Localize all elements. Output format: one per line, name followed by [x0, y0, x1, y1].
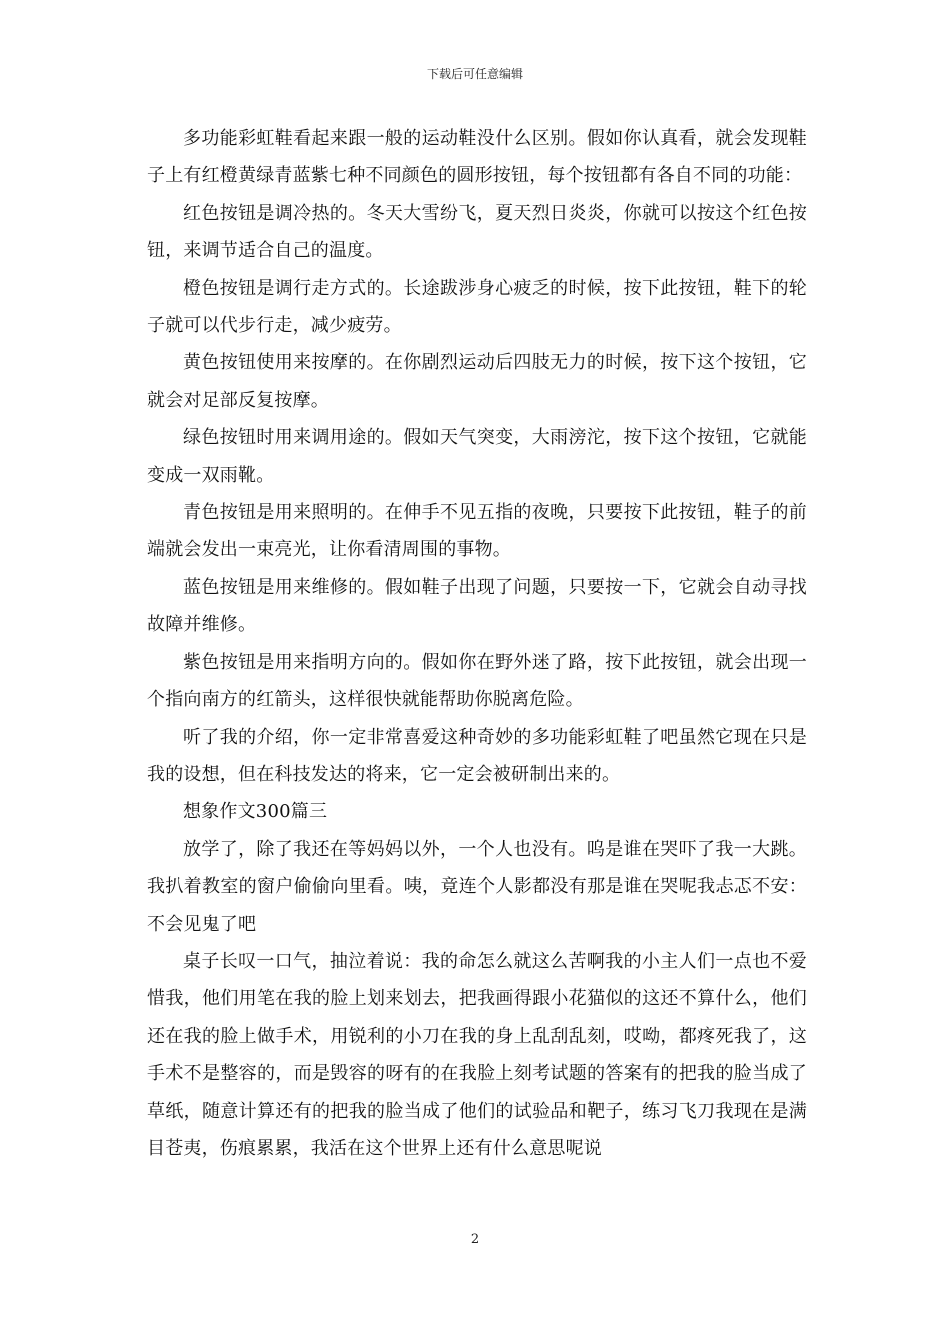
- paragraph: 放学了，除了我还在等妈妈以外，一个人也没有。呜是谁在哭吓了我一大跳。我扒着教室的窗户偷偷向里看。咦，竟连个人影都没有那是谁在哭呢我忐忑不安：不会见鬼了吧: [147, 838, 807, 935]
- paragraph: 红色按钮是调冷热的。冬天大雪纷飞，夏天烈日炎炎，你就可以按这个红色按钮，来调节适合自己的温度。: [147, 202, 807, 262]
- paragraph: 绿色按钮时用来调用途的。假如天气突变，大雨滂沱，按下这个按钮，它就能变成一双雨靴。: [147, 427, 807, 486]
- paragraph: 橙色按钮是调行走方式的。长途跋涉身心疲乏的时候，按下此按钮，鞋下的轮子就可以代步行走，减少疲劳。: [147, 277, 807, 337]
- section-heading: 想象作文300篇三: [183, 801, 328, 823]
- paragraph: 青色按钮是用来照明的。在伸手不见五指的夜晚，只要按下此按钮，鞋子的前端就会发出一束亮光，让你看清周围的事物。: [147, 502, 807, 561]
- paragraph: 紫色按钮是用来指明方向的。假如你在野外迷了路，按下此按钮，就会出现一个指向南方的红箭头，这样很快就能帮助你脱离危险。: [147, 651, 807, 711]
- document-body: [147, 120, 807, 1167]
- paragraph: 蓝色按钮是用来维修的。假如鞋子出现了问题，只要按一下，它就会自动寻找故障并维修。: [147, 576, 807, 636]
- page-header: 下载后可任意编辑: [426, 67, 523, 81]
- page-number: 2: [470, 1232, 480, 1247]
- paragraph: 黄色按钮使用来按摩的。在你剧烈运动后四肢无力的时候，按下这个按钮，它就会对足部反复按摩。: [147, 352, 807, 411]
- paragraph: 多功能彩虹鞋看起来跟一般的运动鞋没什么区别。假如你认真看，就会发现鞋子上有红橙黄绿青蓝紫七种不同颜色的圆形按钮，每个按钮都有各自不同的功能：: [147, 128, 807, 187]
- paragraph: 听了我的介绍，你一定非常喜爱这种奇妙的多功能彩虹鞋了吧虽然它现在只是我的设想，但在科技发达的将来，它一定会被研制出来的。: [147, 726, 807, 785]
- paragraph: 桌子长叹一口气，抽泣着说：我的命怎么就这么苦啊我的小主人们一点也不爱惜我，他们用笔在我的脸上划来划去，把我画得跟小花猫似的这还不算什么，他们还在我的脸上做手术，用锐利的小刀在我的身上乱刮乱刻，哎呦，都疼死我了，这手术不是整容的，而是毁容的呀有的在我脸上刻考试题的答案有的把我的脸当成了草纸，随意计算还有的把我的脸当成了他们的试验品和靶子，练习飞刀我现在是满目苍夷，伤痕累累，我活在这个世界上还有什么意思呢说: [147, 950, 807, 1159]
